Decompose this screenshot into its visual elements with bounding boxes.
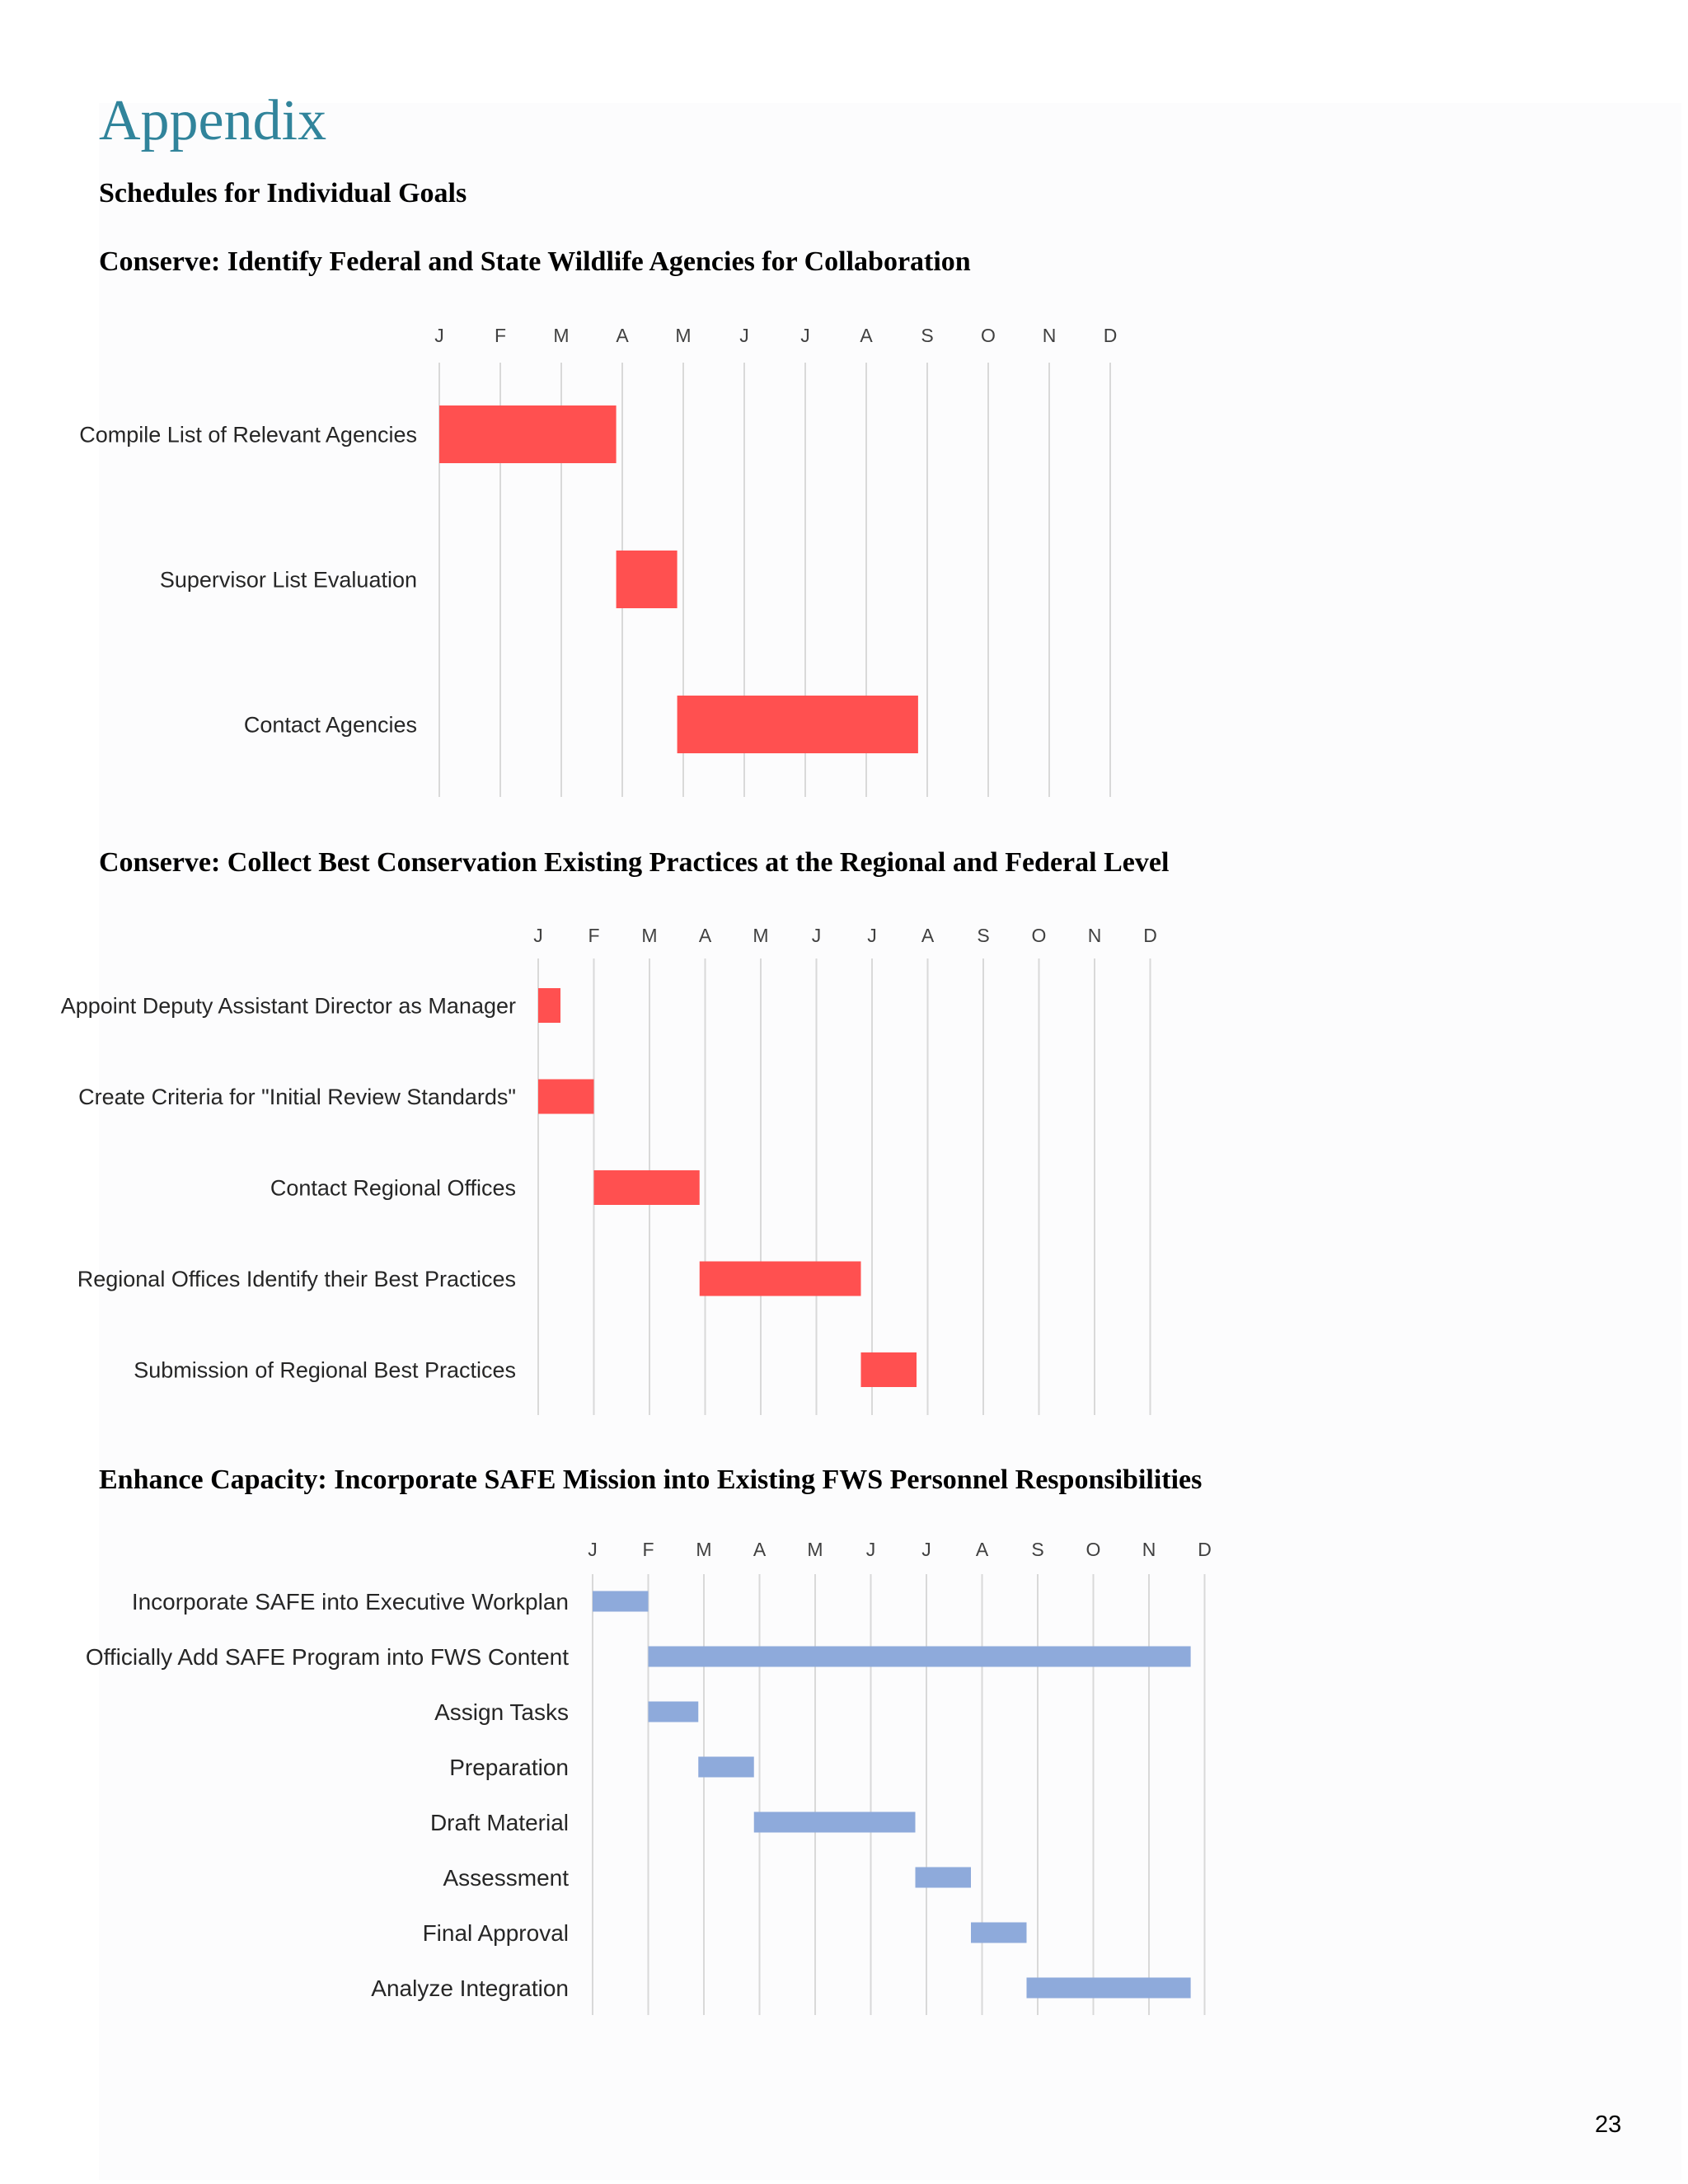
task-label: Officially Add SAFE Program into FWS Content (85, 1643, 569, 1670)
task-bar (617, 551, 678, 608)
task-label: Contact Agencies (243, 712, 417, 738)
month-tick-label: M (807, 1539, 823, 1560)
task-bar (649, 1702, 699, 1722)
task-label: Incorporate SAFE into Executive Workplan (131, 1588, 569, 1615)
month-tick-label: J (865, 1539, 876, 1560)
task-label: Contact Regional Offices (270, 1175, 516, 1201)
month-tick-label: F (588, 925, 600, 946)
task-label: Regional Offices Identify their Best Practices (77, 1266, 516, 1291)
task-label: Analyze Integration (371, 1975, 569, 2001)
chart-2-title: Conserve: Collect Best Conservation Existing Practices at the Regional and Federal Level (99, 847, 1170, 878)
month-tick-label: J (588, 1539, 598, 1560)
month-tick-label: M (553, 325, 570, 346)
month-tick-label: J (811, 925, 822, 946)
gantt-chart-1 (0, 317, 1688, 804)
task-bar (971, 1923, 1027, 1943)
month-tick-label: S (1031, 1539, 1044, 1560)
gantt-chart-2 (0, 915, 1688, 1426)
month-tick-label: A (975, 1539, 989, 1560)
month-tick-label: O (1085, 1539, 1101, 1560)
month-tick-label: N (1142, 1539, 1156, 1560)
chart-1-title: Conserve: Identify Federal and State Wildlife Agencies for Collaboration (99, 246, 971, 277)
month-tick-label: A (616, 325, 629, 346)
task-bar (698, 1757, 754, 1778)
task-bar (439, 405, 617, 463)
task-label: Create Criteria for "Initial Review Standards" (78, 1084, 516, 1109)
task-label: Final Approval (422, 1919, 569, 1946)
page-title: Appendix (99, 89, 327, 152)
month-tick-label: F (642, 1539, 654, 1560)
chart-3-title: Enhance Capacity: Incorporate SAFE Mission into Existing FWS Personnel Responsibilities (99, 1465, 1203, 1495)
month-tick-label: O (981, 325, 996, 346)
month-tick-label: A (921, 925, 935, 946)
month-tick-label: J (800, 325, 810, 346)
task-label: Assessment (443, 1864, 569, 1891)
task-label: Appoint Deputy Assistant Director as Manager (60, 993, 516, 1019)
month-tick-label: M (675, 325, 692, 346)
task-label: Draft Material (429, 1809, 569, 1835)
task-label: Compile List of Relevant Agencies (79, 422, 417, 448)
month-tick-label: S (921, 325, 934, 346)
task-bar (1027, 1978, 1191, 1999)
page-subtitle: Schedules for Individual Goals (99, 178, 467, 209)
month-tick-label: S (977, 925, 990, 946)
month-tick-label: J (533, 925, 543, 946)
task-bar (754, 1812, 916, 1833)
task-label: Submission of Regional Best Practices (134, 1357, 516, 1383)
month-tick-label: M (696, 1539, 712, 1560)
month-tick-label: J (739, 325, 749, 346)
task-bar (916, 1868, 972, 1888)
month-tick-label: A (753, 1539, 767, 1560)
page-number: 23 (1595, 2111, 1622, 2138)
task-label: Supervisor List Evaluation (159, 567, 417, 593)
month-tick-label: N (1042, 325, 1057, 346)
task-bar (538, 1080, 594, 1114)
month-tick-label: M (753, 925, 769, 946)
month-tick-label: N (1087, 925, 1102, 946)
month-tick-label: O (1031, 925, 1047, 946)
month-tick-label: A (698, 925, 712, 946)
month-tick-label: J (921, 1539, 931, 1560)
month-tick-label: D (1198, 1539, 1212, 1560)
month-tick-label: J (434, 325, 444, 346)
task-label: Assign Tasks (434, 1699, 569, 1725)
month-tick-label: J (867, 925, 877, 946)
month-tick-label: M (641, 925, 658, 946)
task-bar (593, 1591, 649, 1612)
task-bar (538, 988, 560, 1023)
task-bar (649, 1647, 1191, 1667)
month-tick-label: D (1103, 325, 1118, 346)
task-bar (678, 696, 918, 753)
task-bar (594, 1170, 700, 1205)
month-tick-label: F (494, 325, 507, 346)
task-bar (700, 1262, 861, 1296)
task-bar (861, 1352, 917, 1387)
gantt-chart-3 (0, 1529, 1688, 2023)
month-tick-label: D (1143, 925, 1157, 946)
month-tick-label: A (860, 325, 873, 346)
task-label: Preparation (449, 1754, 569, 1780)
